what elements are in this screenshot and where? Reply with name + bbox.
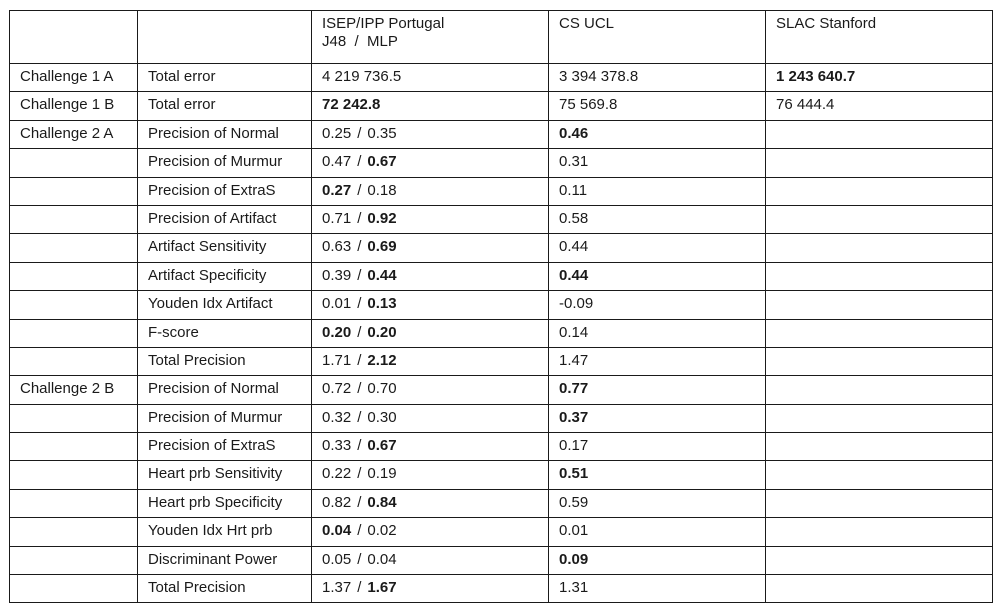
metric-cell: Artifact Specificity — [138, 262, 312, 290]
slac-cell — [766, 489, 993, 517]
metric-cell: Discriminant Power — [138, 546, 312, 574]
challenge-cell — [10, 319, 138, 347]
j48-value: 1.71 — [322, 351, 352, 369]
j48-value: 0.82 — [322, 493, 352, 511]
value-separator: / — [357, 295, 362, 313]
csucl-cell: 0.31 — [549, 149, 766, 177]
csucl-cell: 0.58 — [549, 205, 766, 233]
value-separator: / — [357, 522, 362, 540]
value-separator: / — [357, 351, 362, 369]
slac-cell — [766, 433, 993, 461]
challenge-cell — [10, 205, 138, 233]
value-separator: / — [357, 465, 362, 483]
challenge-cell — [10, 291, 138, 319]
j48-value: 0.63 — [322, 238, 352, 256]
metric-cell: Total error — [138, 64, 312, 92]
j48-value: 0.20 — [322, 323, 352, 341]
isep-cell — [312, 149, 549, 177]
isep-cell — [312, 575, 549, 603]
isep-cell — [312, 120, 549, 148]
j48-value: 72 242.8 — [322, 96, 381, 114]
slac-cell — [766, 404, 993, 432]
slac-cell: 1 243 640.7 — [766, 64, 993, 92]
csucl-cell: 0.37 — [549, 404, 766, 432]
value-separator: / — [357, 437, 362, 455]
metric-cell: Precision of Murmur — [138, 404, 312, 432]
isep-cell — [312, 376, 549, 404]
slac-cell — [766, 205, 993, 233]
value-separator: / — [357, 550, 362, 568]
mlp-value: 0.20 — [367, 323, 397, 341]
slac-cell — [766, 319, 993, 347]
isep-cell — [312, 433, 549, 461]
isep-cell — [312, 546, 549, 574]
isep-cell — [312, 205, 549, 233]
header-isep — [312, 11, 549, 64]
j48-value: 0.72 — [322, 380, 352, 398]
challenge-cell — [10, 546, 138, 574]
csucl-cell: 0.01 — [549, 518, 766, 546]
slac-cell: 76 444.4 — [766, 92, 993, 120]
metric-cell: Precision of Artifact — [138, 205, 312, 233]
csucl-cell: 1.47 — [549, 347, 766, 375]
csucl-cell: 0.44 — [549, 262, 766, 290]
table-row — [10, 205, 993, 233]
value-separator: / — [357, 209, 362, 227]
j48-value: 0.05 — [322, 550, 352, 568]
table-row — [10, 120, 993, 148]
table-row — [10, 489, 993, 517]
csucl-cell: 1.31 — [549, 575, 766, 603]
table-row — [10, 149, 993, 177]
header-isep-methods: J48 / MLP — [322, 33, 398, 50]
metric-cell: Precision of ExtraS — [138, 177, 312, 205]
j48-value: 0.71 — [322, 209, 352, 227]
mlp-value: 0.02 — [367, 522, 397, 540]
slac-cell — [766, 376, 993, 404]
value-separator: / — [357, 266, 362, 284]
j48-value: 4 219 736.5 — [322, 68, 402, 85]
csucl-cell: 75 569.8 — [549, 92, 766, 120]
table-row — [10, 92, 993, 120]
isep-cell — [312, 234, 549, 262]
j48-value: 0.27 — [322, 181, 352, 199]
csucl-cell: 0.46 — [549, 120, 766, 148]
challenge-cell — [10, 489, 138, 517]
table-row — [10, 461, 993, 489]
challenge-cell — [10, 404, 138, 432]
table-row — [10, 575, 993, 603]
isep-cell — [312, 177, 549, 205]
j48-value: 0.32 — [322, 408, 352, 426]
challenge-cell: Challenge 1 B — [10, 92, 138, 120]
j48-value: 0.25 — [322, 124, 352, 142]
table-row — [10, 319, 993, 347]
metric-cell: Heart prb Specificity — [138, 489, 312, 517]
csucl-cell: 0.44 — [549, 234, 766, 262]
table-row — [10, 546, 993, 574]
slac-cell — [766, 120, 993, 148]
value-separator: / — [357, 153, 362, 171]
mlp-value: 0.35 — [367, 124, 397, 142]
mlp-value: 0.13 — [367, 295, 397, 313]
metric-cell: Artifact Sensitivity — [138, 234, 312, 262]
table-row — [10, 64, 993, 92]
slac-cell — [766, 518, 993, 546]
table-row — [10, 376, 993, 404]
csucl-cell: 3 394 378.8 — [549, 64, 766, 92]
header-row — [10, 11, 993, 64]
isep-cell — [312, 347, 549, 375]
mlp-value: 0.67 — [367, 153, 397, 171]
table-row — [10, 234, 993, 262]
isep-cell — [312, 319, 549, 347]
challenge-cell — [10, 234, 138, 262]
results-table — [9, 10, 993, 603]
challenge-cell — [10, 262, 138, 290]
metric-cell: F-score — [138, 319, 312, 347]
metric-cell: Total Precision — [138, 347, 312, 375]
metric-cell: Total error — [138, 92, 312, 120]
isep-cell — [312, 64, 549, 92]
header-csucl: CS UCL — [549, 11, 766, 64]
value-separator: / — [357, 493, 362, 511]
j48-value: 0.22 — [322, 465, 352, 483]
value-separator: / — [357, 579, 362, 597]
isep-cell — [312, 92, 549, 120]
challenge-cell: Challenge 2 A — [10, 120, 138, 148]
csucl-cell: 0.11 — [549, 177, 766, 205]
metric-cell: Precision of Normal — [138, 120, 312, 148]
metric-cell: Precision of ExtraS — [138, 433, 312, 461]
j48-value: 0.47 — [322, 153, 352, 171]
csucl-cell: 0.77 — [549, 376, 766, 404]
csucl-cell: 0.09 — [549, 546, 766, 574]
mlp-value: 0.30 — [367, 408, 397, 426]
metric-cell: Heart prb Sensitivity — [138, 461, 312, 489]
header-slac: SLAC Stanford — [766, 11, 993, 64]
slac-cell — [766, 291, 993, 319]
j48-value: 0.01 — [322, 295, 352, 313]
table-row — [10, 347, 993, 375]
header-metric — [138, 11, 312, 64]
table-row — [10, 518, 993, 546]
header-challenge — [10, 11, 138, 64]
challenge-cell — [10, 461, 138, 489]
csucl-cell: -0.09 — [549, 291, 766, 319]
mlp-value: 0.70 — [367, 380, 397, 398]
mlp-value: 0.19 — [367, 465, 397, 483]
isep-cell — [312, 489, 549, 517]
slac-cell — [766, 234, 993, 262]
csucl-cell: 0.59 — [549, 489, 766, 517]
slac-cell — [766, 177, 993, 205]
csucl-cell: 0.14 — [549, 319, 766, 347]
isep-cell — [312, 461, 549, 489]
slac-cell — [766, 546, 993, 574]
isep-cell — [312, 404, 549, 432]
mlp-value: 0.84 — [367, 493, 397, 511]
table-row — [10, 262, 993, 290]
slac-cell — [766, 262, 993, 290]
mlp-value: 1.67 — [367, 579, 397, 597]
value-separator: / — [357, 380, 362, 398]
isep-cell — [312, 518, 549, 546]
metric-cell: Youden Idx Hrt prb — [138, 518, 312, 546]
isep-cell — [312, 262, 549, 290]
value-separator: / — [357, 238, 362, 256]
challenge-cell: Challenge 1 A — [10, 64, 138, 92]
mlp-value: 0.18 — [367, 181, 397, 199]
table-row — [10, 291, 993, 319]
value-separator: / — [357, 181, 362, 199]
metric-cell: Youden Idx Artifact — [138, 291, 312, 319]
challenge-cell: Challenge 2 B — [10, 376, 138, 404]
value-separator: / — [357, 124, 362, 142]
challenge-cell — [10, 177, 138, 205]
mlp-value: 0.92 — [367, 209, 397, 227]
metric-cell: Precision of Normal — [138, 376, 312, 404]
table-row — [10, 404, 993, 432]
table-row — [10, 177, 993, 205]
mlp-value: 0.44 — [367, 266, 397, 284]
mlp-value: 2.12 — [367, 351, 397, 369]
j48-value: 0.39 — [322, 266, 352, 284]
mlp-value: 0.69 — [367, 238, 397, 256]
isep-cell — [312, 291, 549, 319]
table-row — [10, 433, 993, 461]
challenge-cell — [10, 149, 138, 177]
j48-value: 0.04 — [322, 522, 352, 540]
challenge-cell — [10, 347, 138, 375]
slac-cell — [766, 347, 993, 375]
value-separator: / — [357, 323, 362, 341]
results-table-container — [9, 10, 993, 603]
header-isep-name: ISEP/IPP Portugal — [322, 15, 445, 32]
value-separator: / — [357, 408, 362, 426]
challenge-cell — [10, 433, 138, 461]
csucl-cell: 0.17 — [549, 433, 766, 461]
slac-cell — [766, 575, 993, 603]
csucl-cell: 0.51 — [549, 461, 766, 489]
slac-cell — [766, 461, 993, 489]
challenge-cell — [10, 518, 138, 546]
challenge-cell — [10, 575, 138, 603]
mlp-value: 0.04 — [367, 550, 397, 568]
j48-value: 1.37 — [322, 579, 352, 597]
metric-cell: Precision of Murmur — [138, 149, 312, 177]
mlp-value: 0.67 — [367, 437, 397, 455]
slac-cell — [766, 149, 993, 177]
j48-value: 0.33 — [322, 437, 352, 455]
metric-cell: Total Precision — [138, 575, 312, 603]
